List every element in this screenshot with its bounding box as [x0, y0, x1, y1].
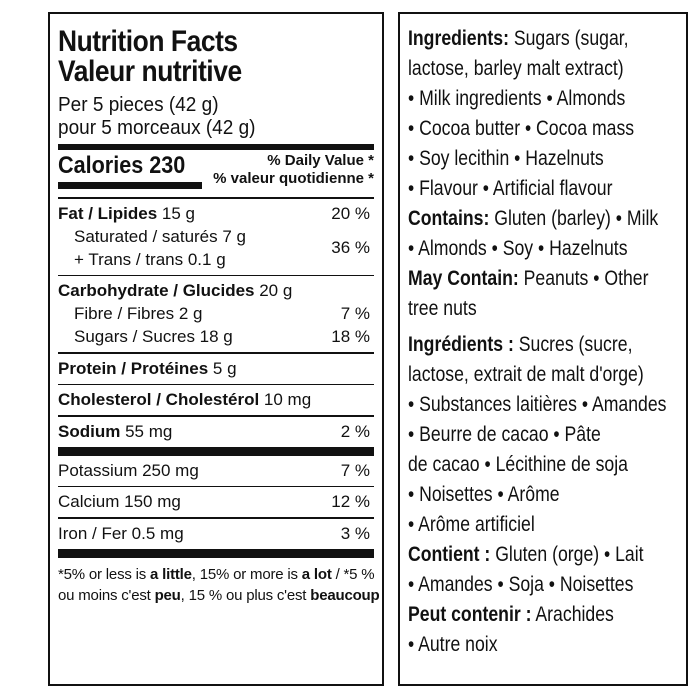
fibre-row — [58, 302, 374, 325]
ingredients-fr-line: • Beurre de cacao • Pâte — [408, 423, 601, 446]
contains-fr-heading: Contient : — [408, 543, 491, 566]
calories-label: Calories 230 — [58, 152, 186, 179]
title-english: Nutrition Facts — [58, 25, 238, 58]
ingredients-en-line: • Flavour • Artificial flavour — [408, 177, 613, 200]
title-french: Valeur nutritive — [58, 55, 242, 88]
carb-block — [58, 276, 374, 352]
footnote-bold: a little — [150, 565, 192, 583]
saturated-label: Saturated / saturés 7 g — [74, 226, 246, 246]
ingredients-en-line: • Cocoa butter • Cocoa mass — [408, 117, 635, 140]
carb-amount: 20 g — [254, 281, 293, 300]
ingredients-en-line — [408, 24, 636, 54]
potassium-label: Potassium 250 mg — [58, 460, 199, 480]
ingredients-fr-line: • Substances laitières • Amandes — [408, 393, 667, 416]
sodium-label: Sodium — [58, 421, 121, 441]
may-contain-text: Arachides — [531, 603, 614, 626]
cholesterol-block — [58, 385, 374, 415]
iron-row — [58, 522, 374, 545]
footnote-text: , 15% or more is — [191, 565, 302, 583]
contains-fr-line — [408, 540, 644, 570]
footnote-text: ou moins c'est — [58, 586, 155, 604]
daily-value-english: % Daily Value * — [267, 152, 374, 169]
potassium-pct: 7 % — [340, 460, 370, 480]
ingredients-fr-line: • Arôme artificiel — [408, 513, 535, 536]
ingredients-panel — [398, 12, 688, 686]
protein-label: Protein / Protéines — [58, 358, 209, 378]
calories-underline — [58, 182, 202, 189]
ingredients-fr-line: • Noisettes • Arôme — [408, 483, 560, 506]
contains-fr-line: • Amandes • Soja • Noisettes — [408, 573, 634, 596]
may-contain-en-heading: May Contain: — [408, 267, 519, 290]
may-contain-text: Peanuts • Other — [518, 267, 649, 290]
footnote-line-1 — [58, 564, 374, 585]
contains-text: Gluten (orge) • Lait — [490, 543, 644, 566]
trans-label: + Trans / trans 0.1 g — [74, 249, 226, 269]
footnote-bold: a lot — [301, 565, 332, 583]
ingredients-fr-line: lactose, extrait de malt d'orge) — [408, 363, 644, 386]
cholesterol-amount: 10 mg — [259, 390, 312, 409]
may-contain-fr-line: • Autre noix — [408, 633, 498, 656]
sat-trans-row — [58, 225, 374, 271]
ingredients-fr-line — [408, 330, 636, 360]
fat-pct: 20 % — [331, 203, 370, 223]
contains-text: Gluten (barley) • Milk — [489, 207, 659, 230]
serving-size-french: pour 5 morceaux (42 g) — [58, 117, 256, 139]
may-contain-en-line: tree nuts — [408, 297, 477, 320]
potassium-row — [58, 459, 374, 482]
potassium-block — [58, 456, 374, 486]
sodium-block — [58, 417, 374, 447]
ingredients-text: Sucres (sucre, — [513, 333, 633, 356]
nutrition-facts-table — [48, 12, 384, 686]
cholesterol-row — [58, 388, 374, 411]
iron-label: Iron / Fer 0.5 mg — [58, 523, 184, 543]
calcium-label: Calcium 150 mg — [58, 492, 181, 511]
carb-label: Carbohydrate / Glucides — [58, 281, 255, 300]
fat-amount: 15 g — [157, 203, 195, 223]
sat-trans-pct: 36 % — [331, 237, 370, 257]
footnote-text: / *5 % — [331, 565, 375, 583]
calcium-pct: 12 % — [331, 492, 370, 511]
ingredients-fr-line: de cacao • Lécithine de soja — [408, 453, 628, 476]
contains-en-line — [408, 204, 659, 234]
ingredients-text: Sugars (sugar, — [508, 27, 629, 50]
sodium-row — [58, 420, 374, 443]
protein-row — [58, 357, 374, 380]
contains-en-heading: Contains: — [408, 207, 490, 230]
carb-row — [58, 279, 374, 302]
ingredients-en-heading: Ingredients: — [408, 27, 509, 50]
divider-thick — [58, 447, 374, 456]
may-contain-fr-heading: Peut contenir : — [408, 603, 532, 626]
fat-block — [58, 199, 374, 275]
sugars-row — [58, 325, 374, 348]
contains-en-line: • Almonds • Soy • Hazelnuts — [408, 237, 628, 260]
sodium-amount: 55 mg — [120, 421, 173, 441]
sodium-pct: 2 % — [340, 421, 370, 441]
calcium-block — [58, 487, 374, 517]
cholesterol-label: Cholesterol / Cholestérol — [58, 390, 260, 409]
ingredients-en-line: lactose, barley malt extract) — [408, 57, 624, 80]
fat-label: Fat / Lipides — [58, 203, 158, 223]
sugars-label: Sugars / Sucres 18 g — [74, 327, 233, 346]
iron-block — [58, 519, 374, 549]
fat-row — [58, 202, 374, 225]
footnote-line-2 — [58, 585, 380, 606]
iron-pct: 3 % — [340, 523, 370, 543]
calcium-row — [58, 490, 374, 513]
ingredients-en-line: • Milk ingredients • Almonds — [408, 87, 626, 110]
footnote-bold: peu — [154, 586, 181, 604]
footnote-text: *5% or less is — [58, 565, 151, 583]
serving-size-english: Per 5 pieces (42 g) — [58, 94, 219, 116]
fibre-pct: 7 % — [340, 304, 370, 323]
fibre-label: Fibre / Fibres 2 g — [74, 304, 203, 323]
footnote — [58, 564, 380, 606]
may-contain-fr-line — [408, 600, 636, 630]
daily-value-header — [213, 152, 374, 188]
footnote-text: , 15 % ou plus c'est — [180, 586, 311, 604]
ingredients-en-line: • Soy lecithin • Hazelnuts — [408, 147, 604, 170]
ingredients-fr-heading: Ingrédients : — [408, 333, 514, 356]
divider-thick — [58, 549, 374, 558]
daily-value-french: % valeur quotidienne * — [213, 170, 374, 187]
protein-amount: 5 g — [208, 358, 237, 378]
may-contain-en-line — [408, 264, 649, 294]
sugars-pct: 18 % — [331, 327, 370, 346]
footnote-bold: beaucoup — [310, 586, 380, 604]
protein-block — [58, 354, 374, 384]
